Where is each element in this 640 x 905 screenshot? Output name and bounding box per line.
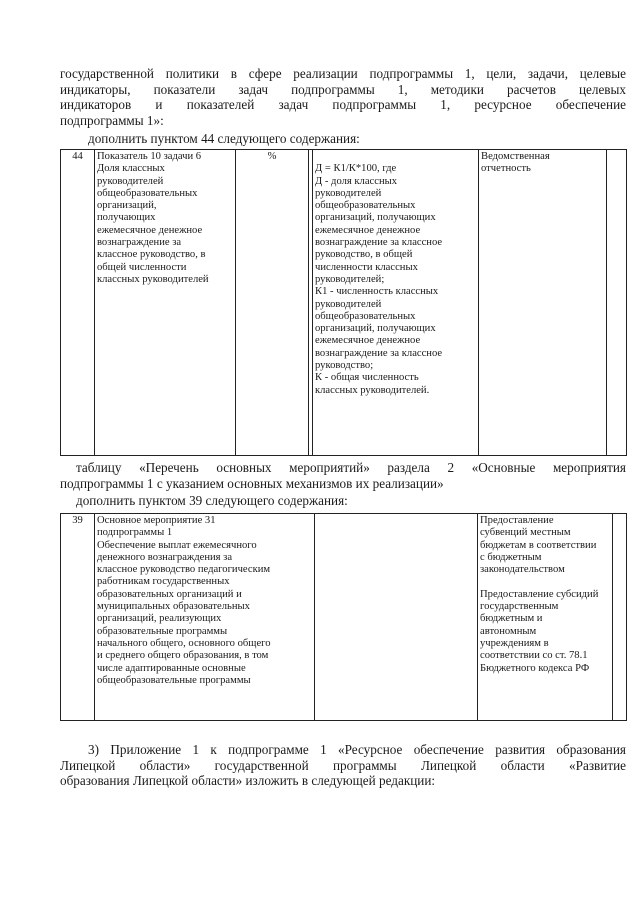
intro-line: индикаторов и показателей задач подпрограммы 1, ресурсное обеспечение: [60, 97, 626, 113]
implementation-mechanism: Предоставление субвенций местным бюджетам в соответствии с бюджетным законодательством Предоставление субсидий государственным бюджетным и автономным учреждениям в соответствии со ст. 78.1 Бюджетного кодекса РФ: [478, 514, 613, 721]
calculation-method: Д = К1/К*100, где Д - доля классных руководителей общеобразовательных организаций, получающих ежемесячное денежное вознаграждение за классное руководство, в общей численности классных руководителей; К1 - численность классных руководителей общеобразовательных организаций, получающих ежемесячное денежное вознаграждение за классное руководство; К - общая численность классных руководителей.: [313, 150, 479, 456]
table-title-line: таблицу «Перечень основных мероприятий» раздела 2 «Основные мероприятия: [76, 460, 626, 475]
row-number: 44: [61, 150, 95, 456]
data-source: Ведомственная отчетность: [479, 150, 607, 456]
table-title-line: подпрограммы 1 с указанием основных механизмов их реализации»: [60, 475, 444, 491]
supplement-instruction-39: дополнить пунктом 39 следующего содержания:: [76, 493, 348, 508]
table-row: [61, 150, 627, 456]
measure-description: Основное мероприятие 31 подпрограммы 1 Обеспечение выплат ежемесячного денежного вознаграждения за классное руководство педагогическим работникам государственных образовательных организаций и муниципальных образовательных организаций, реализующих образовательные программы начального общего, основного общего и среднего общего образования, в том числе адаптированные основные общеобразовательные программы: [95, 514, 315, 721]
intro-line: индикаторы, показатели задач подпрограммы 1, методики расчетов целевых: [60, 81, 626, 97]
unit-cell: %: [236, 150, 309, 456]
row-number: 39: [61, 514, 95, 721]
measures-table: [60, 513, 627, 721]
appendix-line: 3) Приложение 1 к подпрограмме 1 «Ресурсное обеспечение развития образования: [88, 742, 626, 757]
table-row: [61, 514, 627, 721]
appendix-paragraph: [60, 742, 626, 789]
empty-cell: [607, 150, 627, 456]
intro-paragraph: [60, 66, 626, 128]
table-title-paragraph: [60, 460, 626, 491]
empty-cell: [315, 514, 478, 721]
empty-cell: [613, 514, 627, 721]
appendix-line: Липецкой области» государственной программы Липецкой области «Развитие: [60, 757, 626, 773]
indicator-name: Показатель 10 задачи 6 Доля классных руководителей общеобразовательных организаций, получающих ежемесячное денежное вознаграждение за классное руководство, в общей численности классных руководителей: [95, 150, 236, 456]
indicator-table: [60, 149, 627, 456]
intro-line: государственной политики в сфере реализации подпрограммы 1, цели, задачи, целевые: [60, 66, 626, 81]
intro-line: подпрограммы 1»:: [60, 112, 164, 128]
supplement-instruction-44: дополнить пунктом 44 следующего содержания:: [88, 131, 360, 146]
appendix-line: образования Липецкой области» изложить в следующей редакции:: [60, 773, 436, 789]
